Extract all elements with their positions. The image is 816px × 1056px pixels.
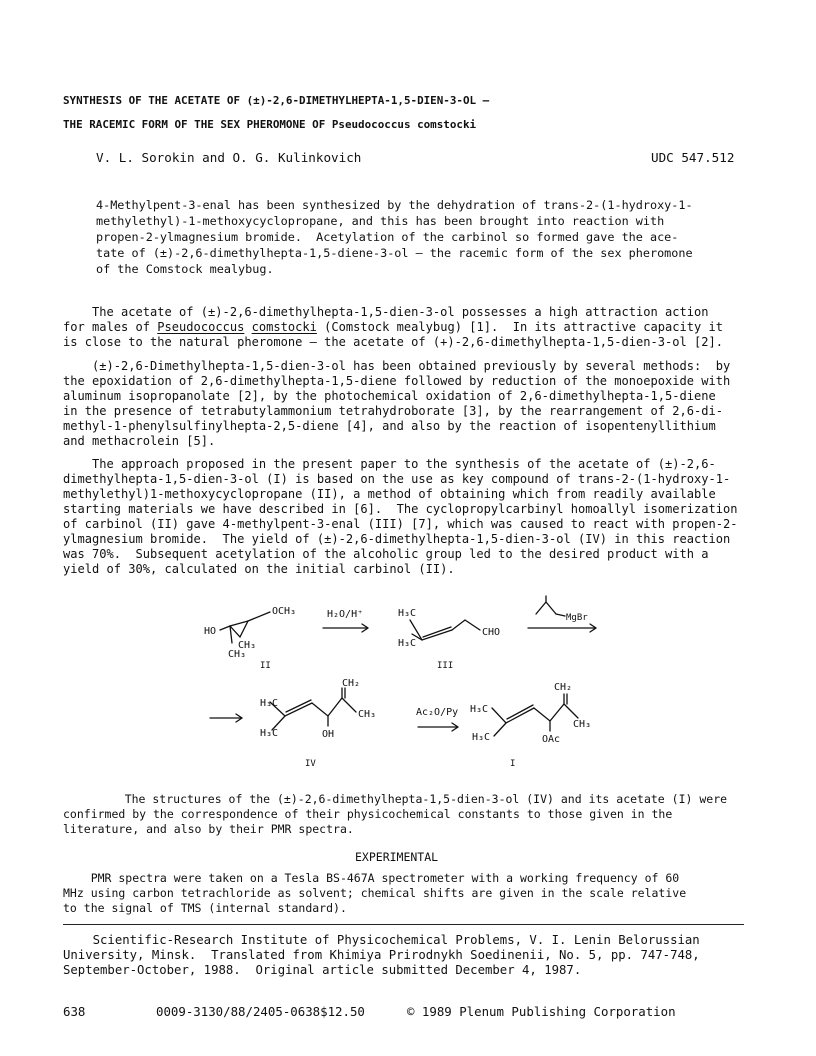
compound-label-III: III bbox=[437, 661, 454, 671]
bond bbox=[536, 602, 556, 614]
body-line: was 70%. Subsequent acetylation of the alcoholic group led to the desired product with a bbox=[63, 547, 709, 561]
title-line-2: THE RACEMIC FORM OF THE SEX PHEROMONE OF Pseudococcus comstocki bbox=[63, 118, 477, 131]
article-code: 0009-3130/88/2405-0638$12.50 bbox=[156, 1004, 365, 1019]
body-line: ylmagnesium bromide. The yield of (±)-2,6-dimethylhepta-1,5-dien-3-ol (IV) in this reaction bbox=[63, 532, 731, 546]
body-line: yield of 30%, calculated on the initial carbinol (II). bbox=[63, 562, 455, 576]
body-line: The acetate of (±)-2,6-dimethylhepta-1,5-dien-3-ol possesses a high attraction action bbox=[63, 305, 709, 319]
abstract-line: 4-Methylpent-3-enal has been synthesized by the dehydration of trans-2-(1-hydroxy-1- bbox=[96, 198, 693, 212]
atom-label: OCH₃ bbox=[272, 606, 297, 617]
compound-label-IV: IV bbox=[305, 759, 316, 769]
body-line: dimethylhepta-1,5-dien-3-ol (I) is based on the use as key compound of trans-2-(1-hydroxy-1- bbox=[63, 472, 731, 486]
body-line: aluminum isopropanolate [2], by the photochemical oxidation of 2,6-dimethylhepta-1,5-diene bbox=[63, 389, 716, 403]
body-line: methyl-1-phenylsulfinylhepta-2,5-diene [4], and also by the reaction of isopentenyllithium bbox=[63, 419, 716, 433]
atom-label: H₃C bbox=[470, 704, 489, 715]
bond bbox=[507, 705, 533, 719]
footnote-line: University, Minsk. Translated from Khimiya Prirodnykh Soedinenii, No. 5, pp. 747-748, bbox=[63, 948, 700, 962]
reaction-scheme bbox=[190, 590, 610, 780]
bond bbox=[220, 626, 230, 630]
body-line: PMR spectra were taken on a Tesla BS-467A spectrometer with a working frequency of 60 bbox=[63, 871, 680, 885]
atom-label: H₃C bbox=[260, 728, 279, 739]
body-line: confirmed by the correspondence of their physicochemical constants to those given in the bbox=[63, 807, 673, 821]
reagent-label: MgBr bbox=[566, 613, 588, 623]
body-line: in the presence of tetrabutylammonium tetrahydroborate [3], by the rearrangement of 2,6-di- bbox=[63, 404, 724, 418]
abstract-line: propen-2-ylmagnesium bromide. Acetylation of the carbinol so formed gave the ace- bbox=[96, 230, 679, 244]
bond bbox=[494, 723, 506, 736]
section-heading: EXPERIMENTAL bbox=[355, 850, 439, 864]
reaction-arrow bbox=[528, 624, 596, 632]
atom-label: CHO bbox=[482, 627, 501, 638]
atom-label: CH₃ bbox=[358, 709, 377, 720]
body-line: starting materials we have described in [6]. The cyclopropylcarbinyl homoallyl isomerization bbox=[63, 502, 738, 516]
footnote-divider bbox=[63, 924, 744, 925]
atom-label: CH₃ bbox=[238, 640, 257, 651]
page-number: 638 bbox=[63, 1004, 86, 1019]
atom-label: H₃C bbox=[260, 698, 279, 709]
copyright-notice: © 1989 Plenum Publishing Corporation bbox=[407, 1004, 676, 1019]
title-line-1: SYNTHESIS OF THE ACETATE OF (±)-2,6-DIMETHYLHEPTA-1,5-DIEN-3-OL — bbox=[63, 94, 490, 107]
footnote-line: Scientific-Research Institute of Physicochemical Problems, V. I. Lenin Belorussian bbox=[63, 933, 700, 947]
compound-label-I: I bbox=[510, 759, 516, 769]
reagent-label: H₂O/H⁺ bbox=[327, 609, 364, 620]
body-line: MHz using carbon tetrachloride as solvent; chemical shifts are given in the scale relative bbox=[63, 886, 687, 900]
atom-label: H₃C bbox=[472, 732, 491, 743]
footnote-line: September-October, 1988. Original article submitted December 4, 1987. bbox=[63, 963, 582, 977]
atom-label: H₃C bbox=[398, 638, 417, 649]
reaction-arrow bbox=[418, 723, 458, 731]
body-line: literature, and also by their PMR spectra. bbox=[63, 822, 354, 836]
body-line: of carbinol (II) gave 4-methylpent-3-enal (III) [7], which was caused to react with propen-2- bbox=[63, 517, 738, 531]
body-line: is close to the natural pheromone — the acetate of (+)-2,6-dimethylhepta-1,5-dien-3-ol [2]. bbox=[63, 335, 724, 349]
bond bbox=[452, 620, 480, 630]
body-line: the epoxidation of 2,6-dimethylhepta-1,5-diene followed by reduction of the monoepoxide with bbox=[63, 374, 731, 388]
compound-label-II: II bbox=[260, 661, 271, 671]
reaction-arrow bbox=[323, 624, 368, 632]
udc-code: UDC 547.512 bbox=[651, 150, 735, 165]
atom-label: OH bbox=[322, 729, 335, 740]
body-line: methylethyl)1-methoxycyclopropane (II), a method of obtaining which from readily available bbox=[63, 487, 716, 501]
body-line: for males of Pseudococcus comstocki (Comstock mealybug) [1]. In its attractive capacity it bbox=[63, 320, 724, 334]
bond bbox=[248, 612, 270, 621]
abstract-line: of the Comstock mealybug. bbox=[96, 262, 274, 276]
authors: V. L. Sorokin and O. G. Kulinkovich bbox=[96, 150, 362, 165]
bond bbox=[556, 614, 565, 616]
species-genus: Pseudococcus bbox=[157, 320, 245, 334]
body-line: to the signal of TMS (internal standard). bbox=[63, 901, 347, 915]
bond bbox=[534, 704, 578, 721]
body-line: (±)-2,6-Dimethylhepta-1,5-dien-3-ol has been obtained previously by several methods: by bbox=[63, 359, 731, 373]
reagent-label: Ac₂O/Py bbox=[416, 707, 459, 718]
body-line: and methacrolein [5]. bbox=[63, 434, 216, 448]
species-epithet: comstocki bbox=[251, 320, 317, 334]
reaction-arrow bbox=[210, 714, 242, 722]
body-line: The approach proposed in the present paper to the synthesis of the acetate of (±)-2,6- bbox=[63, 457, 716, 471]
atom-label: OAc bbox=[542, 734, 561, 745]
atom-label: CH₃ bbox=[573, 719, 592, 730]
atom-label: H₃C bbox=[398, 608, 417, 619]
atom-label: CH₂ bbox=[342, 678, 361, 689]
abstract-line: methylethyl)-1-methoxycyclopropane, and this has been brought into reaction with bbox=[96, 214, 665, 228]
abstract-line: tate of (±)-2,6-dimethylhepta-1,5-diene-3-ol — the racemic form of the sex pheromone bbox=[96, 246, 693, 260]
atom-label: CH₃ bbox=[228, 649, 247, 660]
bond bbox=[312, 698, 356, 716]
body-line: The structures of the (±)-2,6-dimethylhepta-1,5-dien-3-ol (IV) and its acetate (I) were bbox=[97, 792, 728, 806]
bond bbox=[230, 621, 248, 637]
atom-label: CH₂ bbox=[554, 682, 573, 693]
atom-label: HO bbox=[204, 626, 217, 637]
